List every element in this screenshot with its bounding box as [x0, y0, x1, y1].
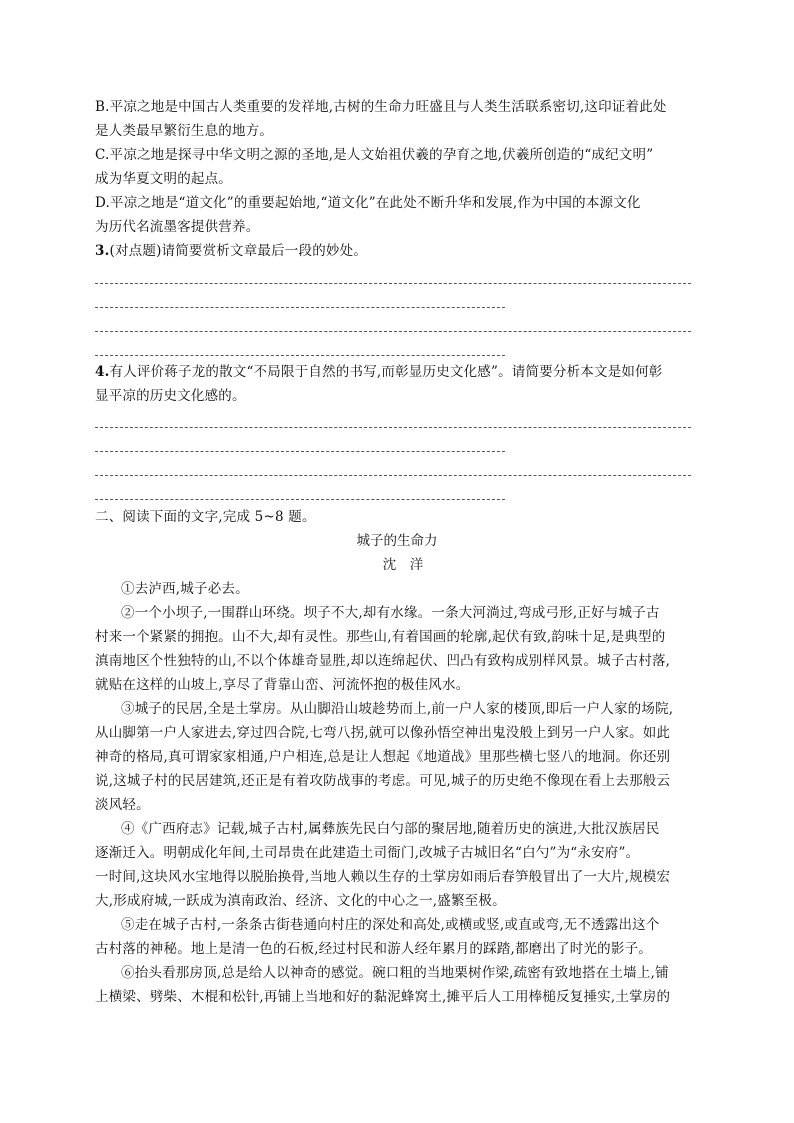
paragraph-line: ①去泸西,城子必去。: [121, 581, 249, 597]
article-author: 沈 洋: [382, 557, 424, 573]
option-b-line-2: 是人类最早繁衍生息的地方。: [95, 123, 274, 139]
question-3: [95, 241, 367, 261]
question-4-text: 有人评价蒋子龙的散文“不局限于自然的书写,而彰显历史文化感”。请简要分析本文是如何彰: [109, 364, 663, 380]
paragraph-line: 大,形成府城,一跃成为滇南政治、经济、文化的中心之一,盛繁至极。: [95, 893, 506, 909]
section-heading: 二、阅读下面的文字,完成 5~8 题。: [95, 509, 316, 525]
paragraph-line: ⑤走在城子古村,一条条古街巷通向村庄的深处和高处,或横或竖,或直或弯,无不透露出这个: [121, 917, 660, 933]
paragraph-line: ④《广西府志》记载,城子古村,属彝族先民白勺部的聚居地,随着历史的演进,大批汉族居民: [121, 821, 660, 837]
option-b-line-1: B.平凉之地是中国古人类重要的发祥地,古树的生命力旺盛且与人类生活联系密切,这印证着此处: [95, 99, 667, 115]
answer-line[interactable]: [95, 331, 691, 332]
question-3-number: 3.: [95, 243, 110, 259]
option-c-line-1: C.平凉之地是探寻中华文明之源的圣地,是人文始祖伏羲的孕育之地,伏羲所创造的“成纪文明”: [95, 147, 654, 163]
answer-line[interactable]: [95, 427, 691, 428]
paragraph-line: 就贴在这样的山坡上,享尽了背靠山峦、河流怀抱的极佳风水。: [95, 677, 470, 693]
answer-line[interactable]: [95, 283, 691, 284]
paragraph-line: 从山脚第一户人家进去,穿过四合院,七弯八拐,就可以像孙悟空神出鬼没般上到另一户人家。如此: [95, 725, 671, 741]
option-d-line-1: D.平凉之地是“道文化”的重要起始地,“道文化”在此处不断升华和发展,作为中国的本源文化: [95, 195, 641, 211]
paragraph-line: 滇南地区个性独特的山,不以个体雄奇显胜,却以连绵起伏、凹凸有致构成别样风景。城子古村落,: [95, 653, 671, 669]
paragraph-line: 一时间,这块风水宝地得以脱胎换骨,当地人赖以生存的土掌房如雨后春笋般冒出了一大片,规模宏: [95, 869, 671, 885]
option-d-line-2: 为历代名流墨客提供营养。: [95, 219, 260, 235]
paragraph-line: 逐渐迁入。明朝成化年间,土司昂贵在此建造土司衙门,改城子古城旧名“白勺”为“永安府”。: [95, 845, 640, 861]
article-title: 城子的生命力: [356, 533, 438, 549]
answer-line[interactable]: [95, 499, 505, 500]
answer-line[interactable]: [95, 475, 691, 476]
paragraph-line: 村来一个紧紧的拥抱。山不大,却有灵性。那些山,有着国画的轮廓,起伏有致,韵味十足,是典型的: [95, 629, 666, 645]
answer-line[interactable]: [95, 355, 505, 356]
question-4-line-1: [95, 362, 663, 382]
question-4-number: 4.: [95, 364, 110, 380]
paragraph-line: 淡风轻。: [95, 797, 150, 813]
paragraph-line: 上横梁、劈柴、木棍和松针,再铺上当地和好的黏泥蜂窝土,摊平后人工用棒槌反复捶实,土掌房的: [95, 989, 671, 1005]
answer-line[interactable]: [95, 451, 505, 452]
paragraph-line: 神奇的格局,真可谓家家相通,户户相连,总是让人想起《地道战》里那些横七竖八的地洞。你还别: [95, 749, 671, 765]
paragraph-line: 古村落的神秘。地上是清一色的石板,经过村民和游人经年累月的踩踏,都磨出了时光的影子。: [95, 941, 652, 957]
answer-line[interactable]: [95, 307, 505, 308]
option-c-line-2: 成为华夏文明的起点。: [95, 171, 232, 187]
paragraph-line: 说,这城子村的民居建筑,还正是有着攻防战事的考虑。可见,城子的历史绝不像现在看上去那般云: [95, 773, 671, 789]
paragraph-line: ②一个小坝子,一围群山环绕。坝子不大,却有水缘。一条大河淌过,弯成弓形,正好与城子古: [121, 605, 660, 621]
question-3-text: (对点题)请简要赏析文章最后一段的妙处。: [109, 243, 368, 259]
question-4-line-2: 显平凉的历史文化感的。: [95, 388, 246, 404]
paragraph-line: ③城子的民居,全是土掌房。从山脚沿山坡趁势而上,前一户人家的楼顶,即后一户人家的场院,: [121, 701, 674, 717]
paragraph-line: ⑥抬头看那房顶,总是给人以神奇的感觉。碗口粗的当地栗树作梁,疏密有致地搭在土墙上,铺: [121, 965, 669, 981]
